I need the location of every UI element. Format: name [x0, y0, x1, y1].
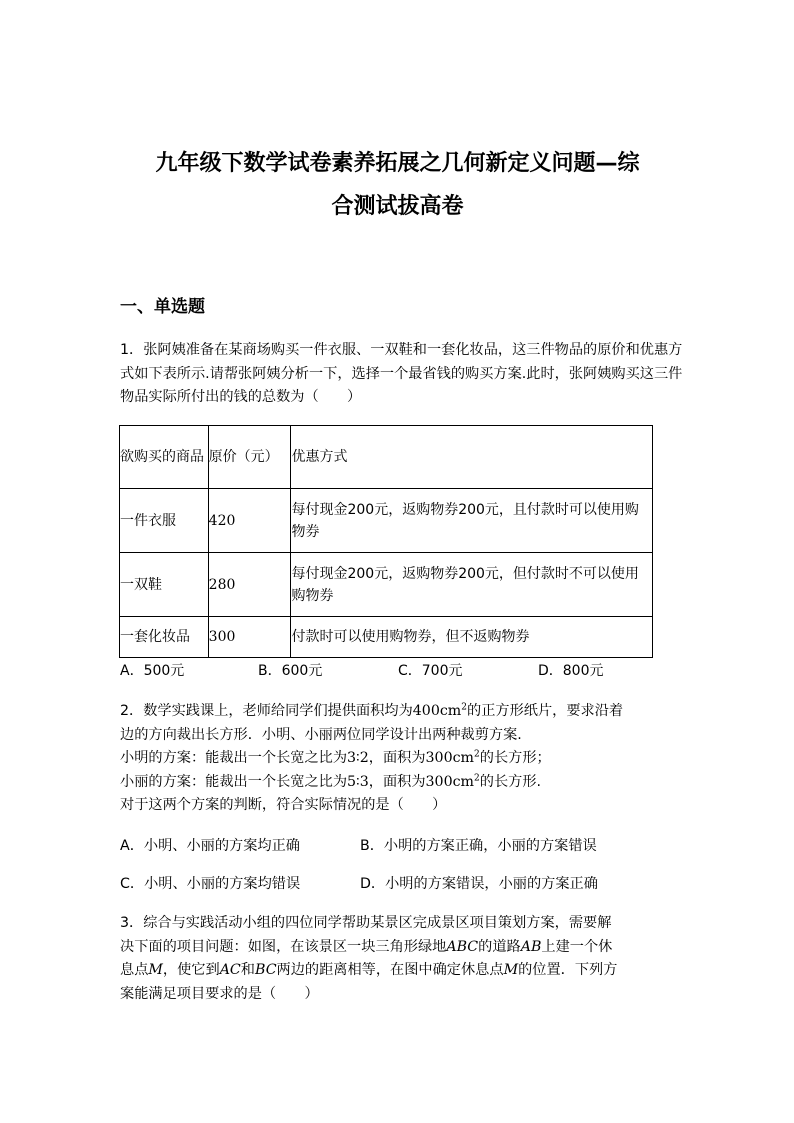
question-2	[120, 700, 692, 818]
q3-text: 3．综合与实践活动小组的四位同学帮助某景区完成景区项目策划方案，需要解	[120, 915, 612, 931]
q3-math: BC	[255, 962, 277, 978]
table-cell: 一套化妆品	[120, 617, 209, 658]
option-c[interactable]: C．小明、小丽的方案均错误	[120, 876, 301, 892]
q2-text: 的正方形纸片，要求沿着	[467, 703, 624, 719]
q2-text: 边的方向裁出长方形．小明、小丽两位同学设计出两种裁剪方案.	[120, 726, 522, 743]
table-header-row	[120, 426, 653, 489]
q3-text: 两边的距离相等，在图中确定休息点	[276, 962, 504, 978]
table-row	[120, 489, 653, 553]
q2-text: 小丽的方案：能裁出一个长宽之比为	[120, 773, 348, 790]
q2-text: 对于这两个方案的判断，符合实际情况的是（ ）	[120, 797, 447, 813]
table-cell: 280	[208, 553, 291, 617]
option-b[interactable]: B．小明的方案正确，小丽的方案错误	[360, 838, 597, 854]
q3-text: ，使它到	[162, 962, 220, 978]
question-3	[120, 912, 692, 1006]
q2-text: 的长方形；	[479, 750, 551, 766]
q2-text: 2．数学实践课上，老师给同学们提供面积均为	[120, 703, 413, 719]
q2-area-exponent: 2	[474, 772, 480, 783]
q2-ratio: 3∶2	[347, 750, 369, 766]
q3-text: 案能满足项目要求的是（ ）	[120, 985, 319, 1002]
q3-math: ABC	[446, 938, 479, 955]
q3-text: 上建一个休	[541, 938, 613, 955]
q3-math: AC	[219, 962, 241, 978]
section-heading: 一、单选题	[120, 297, 205, 317]
table-cell: 一双鞋	[120, 553, 209, 617]
q3-text: 决下面的项目问题：如图，在该景区一块三角形绿地	[120, 938, 447, 955]
title-line-2: 合测试拔高卷	[331, 194, 464, 219]
q2-area: 300cm	[425, 750, 475, 766]
table-row	[120, 553, 653, 617]
q3-math: M	[148, 962, 163, 978]
q2-text: ，面积为	[368, 773, 426, 790]
option-a[interactable]: A．小明、小丽的方案均正确	[120, 838, 300, 854]
q3-text: 和	[240, 962, 255, 978]
question-1-stem: 1．张阿姨准备在某商场购买一件衣服、一双鞋和一套化妆品，这三件物品的原价和优惠方式如下表所示.请帮张阿姨分析一下，选择一个最省钱的购买方案.此时，张阿姨购买这三件物品实际所付出的钱的总数为（ ）	[120, 342, 683, 405]
table-header-cell: 原价（元）	[208, 426, 291, 489]
document-title	[120, 142, 675, 228]
option-d[interactable]: D．800元	[538, 663, 604, 679]
q2-area-exponent: 2	[474, 749, 480, 760]
q3-math: M	[503, 962, 519, 978]
title-line-1: 九年级下数学试卷素养拓展之几何新定义问题—综	[155, 151, 640, 176]
q3-text: 的道路	[478, 938, 521, 955]
option-b[interactable]: B．600元	[258, 663, 323, 679]
q2-text: ，面积为	[368, 750, 426, 766]
table-cell: 一件衣服	[120, 489, 209, 553]
price-table	[119, 425, 653, 658]
q2-area: 400cm	[412, 703, 462, 719]
q3-text: 的位置．下列方	[518, 962, 618, 978]
q2-area: 300cm	[425, 773, 475, 790]
table-header-cell: 欲购买的商品	[120, 426, 209, 489]
table-row	[120, 617, 653, 658]
q2-text: 的长方形.	[479, 773, 542, 790]
table-cell: 420	[208, 489, 291, 553]
q3-text: 息点	[120, 962, 149, 978]
q2-ratio: 5∶3	[347, 773, 369, 790]
q2-text: 小明的方案：能裁出一个长宽之比为	[120, 750, 348, 766]
table-cell: 300	[208, 617, 291, 658]
q2-area-exponent: 2	[461, 702, 467, 713]
table-cell: 付款时可以使用购物券，但不返购物券	[291, 617, 653, 658]
table-cell: 每付现金200元，返购物券200元，且付款时可以使用购物券	[291, 489, 653, 553]
option-a[interactable]: A．500元	[120, 663, 185, 679]
option-d[interactable]: D．小明的方案错误，小丽的方案正确	[360, 876, 598, 892]
table-header-cell: 优惠方式	[291, 426, 653, 489]
table-cell: 每付现金200元，返购物券200元，但付款时不可以使用购物券	[291, 553, 653, 617]
q3-math: AB	[520, 938, 542, 955]
option-c[interactable]: C．700元	[398, 663, 463, 679]
